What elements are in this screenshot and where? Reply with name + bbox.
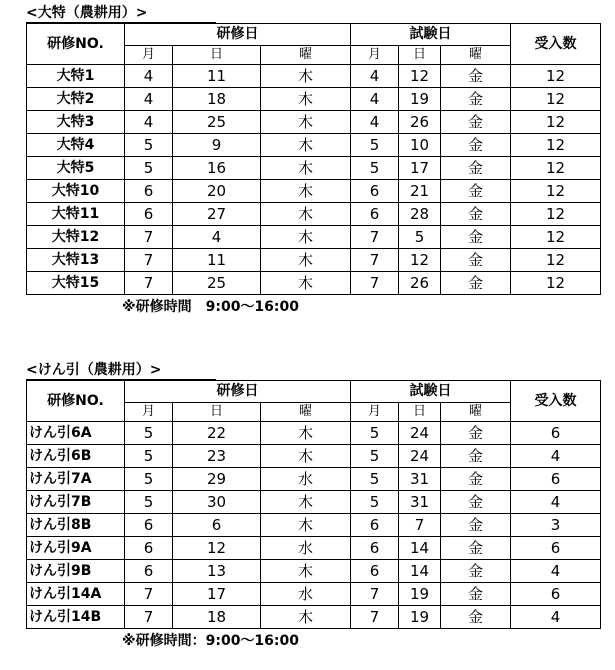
- exam-month-cell: 5: [351, 468, 399, 491]
- training-weekday-cell: 木: [261, 422, 351, 445]
- exam-day-cell: 21: [399, 180, 441, 203]
- training-weekday-cell: 水: [261, 583, 351, 606]
- header-day: 日: [399, 45, 441, 64]
- exam-month-cell: 7: [351, 249, 399, 272]
- exam-weekday-cell: 金: [441, 583, 511, 606]
- training-no-cell: 大特4: [27, 134, 125, 157]
- header-month: 月: [351, 45, 399, 64]
- capacity-cell: 6: [511, 422, 601, 445]
- capacity-cell: 12: [511, 65, 601, 88]
- exam-month-cell: 5: [351, 157, 399, 180]
- training-month-cell: 5: [125, 445, 173, 468]
- training-weekday-cell: 木: [261, 203, 351, 226]
- exam-weekday-cell: 金: [441, 514, 511, 537]
- training-no-cell: けん引6A: [27, 422, 125, 445]
- table-row: [27, 180, 601, 203]
- capacity-cell: 12: [511, 111, 601, 134]
- exam-day-cell: 26: [399, 111, 441, 134]
- header-training-date: 研修日: [125, 381, 351, 403]
- section-title: <大特（農耕用）>: [26, 4, 216, 23]
- capacity-cell: 12: [511, 88, 601, 111]
- table-row: [27, 249, 601, 272]
- exam-weekday-cell: 金: [441, 560, 511, 583]
- table-row: [27, 537, 601, 560]
- training-weekday-cell: 木: [261, 88, 351, 111]
- training-day-cell: 12: [173, 537, 261, 560]
- capacity-cell: 12: [511, 249, 601, 272]
- training-month-cell: 6: [125, 514, 173, 537]
- training-weekday-cell: 木: [261, 491, 351, 514]
- training-weekday-cell: 木: [261, 249, 351, 272]
- exam-weekday-cell: 金: [441, 491, 511, 514]
- exam-day-cell: 17: [399, 157, 441, 180]
- training-no-cell: けん引7A: [27, 468, 125, 491]
- header-weekday: 曜: [441, 402, 511, 421]
- header-capacity: 受入数: [511, 381, 601, 422]
- exam-day-cell: 10: [399, 134, 441, 157]
- capacity-cell: 4: [511, 445, 601, 468]
- exam-day-cell: 26: [399, 272, 441, 295]
- exam-weekday-cell: 金: [441, 180, 511, 203]
- header-training-no: 研修NO.: [27, 24, 125, 65]
- training-day-cell: 18: [173, 606, 261, 629]
- table-row: [27, 111, 601, 134]
- training-day-cell: 20: [173, 180, 261, 203]
- header-month: 月: [125, 402, 173, 421]
- training-weekday-cell: 木: [261, 514, 351, 537]
- table-row: [27, 272, 601, 295]
- table-row: [27, 226, 601, 249]
- training-no-cell: けん引14B: [27, 606, 125, 629]
- table-row: [27, 606, 601, 629]
- exam-weekday-cell: 金: [441, 65, 511, 88]
- capacity-cell: 4: [511, 560, 601, 583]
- training-day-cell: 11: [173, 249, 261, 272]
- training-month-cell: 6: [125, 180, 173, 203]
- table-row: [27, 203, 601, 226]
- header-capacity: 受入数: [511, 24, 601, 65]
- capacity-cell: 12: [511, 272, 601, 295]
- training-no-cell: けん引14A: [27, 583, 125, 606]
- training-month-cell: 7: [125, 583, 173, 606]
- table-body: [27, 422, 601, 629]
- table-row: [27, 157, 601, 180]
- exam-weekday-cell: 金: [441, 445, 511, 468]
- exam-month-cell: 5: [351, 134, 399, 157]
- exam-day-cell: 5: [399, 226, 441, 249]
- header-month: 月: [351, 402, 399, 421]
- training-weekday-cell: 水: [261, 468, 351, 491]
- table-row: [27, 468, 601, 491]
- training-day-cell: 17: [173, 583, 261, 606]
- exam-month-cell: 6: [351, 514, 399, 537]
- exam-day-cell: 24: [399, 445, 441, 468]
- training-day-cell: 18: [173, 88, 261, 111]
- capacity-cell: 12: [511, 180, 601, 203]
- training-day-cell: 11: [173, 65, 261, 88]
- exam-month-cell: 5: [351, 445, 399, 468]
- exam-month-cell: 4: [351, 111, 399, 134]
- exam-month-cell: 7: [351, 606, 399, 629]
- capacity-cell: 6: [511, 583, 601, 606]
- training-month-cell: 7: [125, 249, 173, 272]
- capacity-cell: 12: [511, 226, 601, 249]
- training-no-cell: けん引9A: [27, 537, 125, 560]
- training-no-cell: 大特3: [27, 111, 125, 134]
- exam-weekday-cell: 金: [441, 88, 511, 111]
- exam-day-cell: 31: [399, 468, 441, 491]
- exam-day-cell: 19: [399, 606, 441, 629]
- capacity-cell: 6: [511, 537, 601, 560]
- training-month-cell: 4: [125, 88, 173, 111]
- exam-day-cell: 19: [399, 583, 441, 606]
- table-row: [27, 445, 601, 468]
- exam-weekday-cell: 金: [441, 226, 511, 249]
- training-day-cell: 30: [173, 491, 261, 514]
- header-training-date: 研修日: [125, 24, 351, 46]
- training-day-cell: 25: [173, 111, 261, 134]
- training-month-cell: 5: [125, 422, 173, 445]
- exam-month-cell: 5: [351, 491, 399, 514]
- exam-day-cell: 14: [399, 560, 441, 583]
- training-weekday-cell: 木: [261, 180, 351, 203]
- schedule-table: [26, 23, 601, 295]
- exam-month-cell: 4: [351, 65, 399, 88]
- training-no-cell: 大特13: [27, 249, 125, 272]
- exam-month-cell: 6: [351, 203, 399, 226]
- training-day-cell: 9: [173, 134, 261, 157]
- training-time-note: ※研修時間 9:00～16:00: [122, 299, 299, 315]
- exam-month-cell: 6: [351, 180, 399, 203]
- header-day: 日: [173, 45, 261, 64]
- training-weekday-cell: 木: [261, 226, 351, 249]
- header-weekday: 曜: [261, 402, 351, 421]
- section-title: <けん引（農耕用）>: [26, 361, 216, 380]
- exam-day-cell: 19: [399, 88, 441, 111]
- exam-day-cell: 14: [399, 537, 441, 560]
- table-row: [27, 583, 601, 606]
- table-row: [27, 134, 601, 157]
- header-day: 日: [173, 402, 261, 421]
- training-no-cell: けん引8B: [27, 514, 125, 537]
- header-training-no: 研修NO.: [27, 381, 125, 422]
- training-month-cell: 6: [125, 560, 173, 583]
- exam-day-cell: 28: [399, 203, 441, 226]
- exam-day-cell: 12: [399, 249, 441, 272]
- training-no-cell: 大特12: [27, 226, 125, 249]
- exam-weekday-cell: 金: [441, 606, 511, 629]
- header-month: 月: [125, 45, 173, 64]
- training-day-cell: 4: [173, 226, 261, 249]
- section-daitoku: [26, 2, 601, 317]
- capacity-cell: 3: [511, 514, 601, 537]
- training-month-cell: 5: [125, 468, 173, 491]
- schedule-table: [26, 380, 601, 629]
- exam-month-cell: 5: [351, 422, 399, 445]
- exam-month-cell: 6: [351, 537, 399, 560]
- header-exam-date: 試験日: [351, 381, 511, 403]
- training-month-cell: 5: [125, 491, 173, 514]
- training-day-cell: 22: [173, 422, 261, 445]
- training-month-cell: 6: [125, 203, 173, 226]
- training-no-cell: けん引6B: [27, 445, 125, 468]
- training-weekday-cell: 木: [261, 445, 351, 468]
- exam-weekday-cell: 金: [441, 203, 511, 226]
- exam-month-cell: 4: [351, 88, 399, 111]
- training-weekday-cell: 木: [261, 111, 351, 134]
- capacity-cell: 4: [511, 491, 601, 514]
- section-kenin: [26, 359, 601, 651]
- exam-weekday-cell: 金: [441, 422, 511, 445]
- exam-weekday-cell: 金: [441, 272, 511, 295]
- exam-weekday-cell: 金: [441, 468, 511, 491]
- table-row: [27, 491, 601, 514]
- training-no-cell: けん引7B: [27, 491, 125, 514]
- table-row: [27, 88, 601, 111]
- training-no-cell: けん引9B: [27, 560, 125, 583]
- training-weekday-cell: 木: [261, 65, 351, 88]
- header-weekday: 曜: [441, 45, 511, 64]
- table-row: [27, 514, 601, 537]
- capacity-cell: 12: [511, 134, 601, 157]
- training-weekday-cell: 木: [261, 157, 351, 180]
- training-month-cell: 7: [125, 272, 173, 295]
- training-day-cell: 16: [173, 157, 261, 180]
- exam-day-cell: 24: [399, 422, 441, 445]
- table-row: [27, 560, 601, 583]
- exam-weekday-cell: 金: [441, 157, 511, 180]
- training-month-cell: 6: [125, 537, 173, 560]
- training-day-cell: 23: [173, 445, 261, 468]
- training-month-cell: 7: [125, 606, 173, 629]
- training-weekday-cell: 木: [261, 134, 351, 157]
- table-body: [27, 65, 601, 295]
- capacity-cell: 4: [511, 606, 601, 629]
- table-row: [27, 65, 601, 88]
- header-weekday: 曜: [261, 45, 351, 64]
- training-no-cell: 大特15: [27, 272, 125, 295]
- exam-month-cell: 7: [351, 583, 399, 606]
- training-weekday-cell: 木: [261, 606, 351, 629]
- capacity-cell: 6: [511, 468, 601, 491]
- training-time-note: ※研修時間：9:00～16:00: [122, 633, 299, 649]
- table-row: [27, 422, 601, 445]
- training-month-cell: 4: [125, 65, 173, 88]
- training-day-cell: 29: [173, 468, 261, 491]
- training-month-cell: 4: [125, 111, 173, 134]
- training-no-cell: 大特1: [27, 65, 125, 88]
- capacity-cell: 12: [511, 203, 601, 226]
- exam-day-cell: 31: [399, 491, 441, 514]
- exam-month-cell: 6: [351, 560, 399, 583]
- capacity-cell: 12: [511, 157, 601, 180]
- training-no-cell: 大特2: [27, 88, 125, 111]
- training-no-cell: 大特5: [27, 157, 125, 180]
- exam-day-cell: 7: [399, 514, 441, 537]
- training-month-cell: 5: [125, 134, 173, 157]
- exam-weekday-cell: 金: [441, 134, 511, 157]
- exam-weekday-cell: 金: [441, 537, 511, 560]
- training-weekday-cell: 木: [261, 560, 351, 583]
- training-day-cell: 6: [173, 514, 261, 537]
- exam-weekday-cell: 金: [441, 111, 511, 134]
- training-month-cell: 5: [125, 157, 173, 180]
- training-day-cell: 13: [173, 560, 261, 583]
- training-weekday-cell: 水: [261, 537, 351, 560]
- training-no-cell: 大特11: [27, 203, 125, 226]
- training-day-cell: 25: [173, 272, 261, 295]
- header-day: 日: [399, 402, 441, 421]
- exam-month-cell: 7: [351, 272, 399, 295]
- exam-day-cell: 12: [399, 65, 441, 88]
- exam-weekday-cell: 金: [441, 249, 511, 272]
- exam-month-cell: 7: [351, 226, 399, 249]
- header-exam-date: 試験日: [351, 24, 511, 46]
- training-day-cell: 27: [173, 203, 261, 226]
- training-month-cell: 7: [125, 226, 173, 249]
- training-weekday-cell: 木: [261, 272, 351, 295]
- training-no-cell: 大特10: [27, 180, 125, 203]
